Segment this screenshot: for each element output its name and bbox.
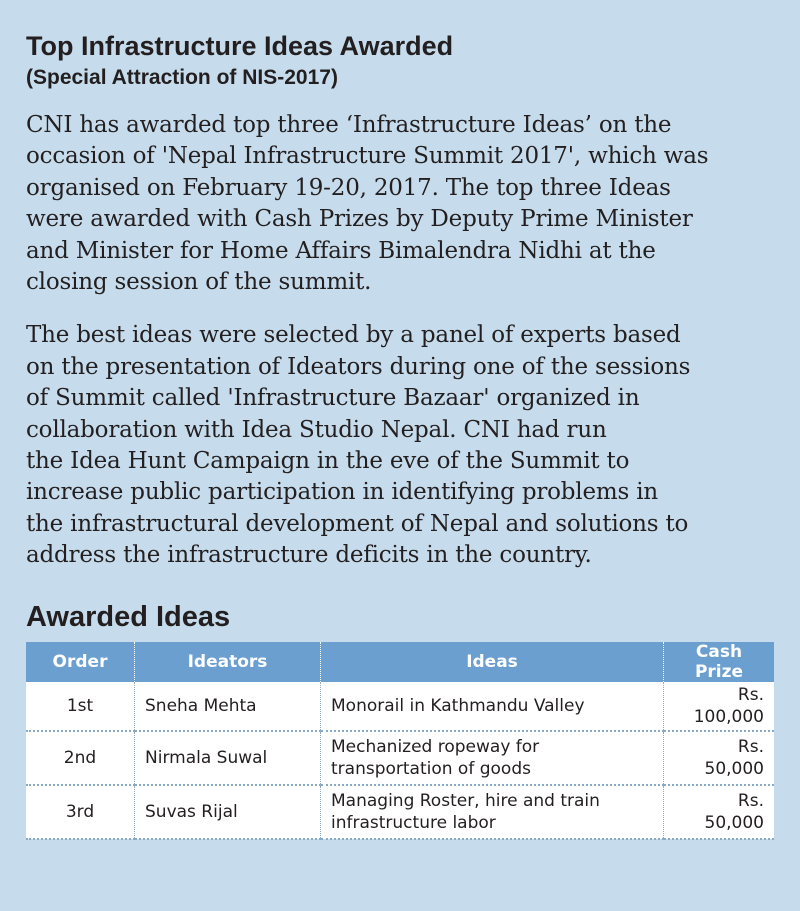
table-row (26, 682, 774, 731)
cell-ideator: Sneha Mehta (135, 682, 321, 731)
cell-ideator: Suvas Rijal (135, 785, 321, 839)
article-subtitle: (Special Attraction of NIS-2017) (26, 66, 338, 89)
intro-paragraph: CNI has awarded top three ‘Infrastructure Ideas’ on the occasion of 'Nepal Infrastructure Summit 2017', which was organised on February 19-20, 2017. The top three Ideas were awarded with Cash Prizes by Deputy Prime Minister and Minister for Home Affairs Bimalendra Nidhi at the closing session of the summit. (26, 112, 709, 296)
article-title: Top Infrastructure Ideas Awarded (26, 31, 454, 61)
cell-idea: Managing Roster, hire and train infrastructure labor (321, 785, 664, 839)
cell-cash-prize: Rs. 100,000 (664, 682, 775, 731)
column-header-cash-prize: Cash Prize (664, 642, 775, 682)
table-row (26, 731, 774, 785)
awarded-ideas-table (26, 642, 774, 840)
column-header-ideas: Ideas (321, 642, 664, 682)
table-row (26, 785, 774, 839)
column-header-ideators: Ideators (135, 642, 321, 682)
column-header-order: Order (26, 642, 135, 682)
cell-idea: Mechanized ropeway for transportation of goods (321, 731, 664, 785)
cell-order: 3rd (26, 785, 135, 839)
cell-order: 1st (26, 682, 135, 731)
table-header-row (26, 642, 774, 682)
cell-order: 2nd (26, 731, 135, 785)
cell-idea: Monorail in Kathmandu Valley (321, 682, 664, 731)
awarded-ideas-heading: Awarded Ideas (26, 600, 231, 633)
cell-ideator: Nirmala Suwal (135, 731, 321, 785)
cell-cash-prize: Rs. 50,000 (664, 785, 775, 839)
cell-cash-prize: Rs. 50,000 (664, 731, 775, 785)
selection-paragraph: The best ideas were selected by a panel of experts based on the presentation of Ideators during one of the sessions of Summit called 'Infrastructure Bazaar' organized in collaboration with Idea Studio Nepal. CNI had run the Idea Hunt Campaign in the eve of the Summit to increase public participation in identifying problems in the infrastructural development of Nepal and solutions to address the infrastructure deficits in the country. (26, 322, 691, 569)
